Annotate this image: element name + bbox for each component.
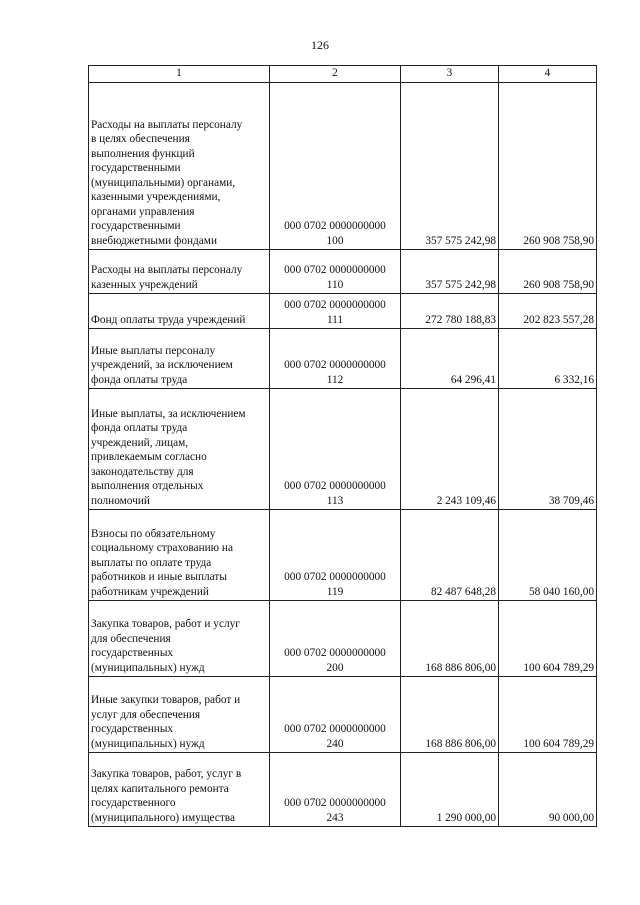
row-value-3: 357 575 242,98 — [401, 83, 499, 250]
table-row — [89, 510, 597, 601]
page-number: 126 — [311, 38, 329, 52]
row-value-4: 58 040 160,00 — [499, 510, 597, 601]
column-header-2: 2 — [270, 66, 401, 83]
row-value-3: 1 290 000,00 — [401, 753, 499, 827]
budget-table — [88, 65, 597, 827]
row-value-3: 168 886 806,00 — [401, 677, 499, 753]
table-row — [89, 329, 597, 389]
row-name: Закупка товаров, работ и услуг для обеспечения государственных (муниципальных) нужд — [89, 601, 270, 677]
row-value-4: 260 908 758,90 — [499, 83, 597, 250]
row-value-3: 2 243 109,46 — [401, 389, 499, 510]
row-name: Взносы по обязательному социальному страхованию на выплаты по оплате труда работников и иные выплаты работникам учреждений — [89, 510, 270, 601]
table-row — [89, 601, 597, 677]
row-value-3: 272 780 188,83 — [401, 294, 499, 329]
row-code: 000 0702 0000000000 111 — [270, 294, 401, 329]
row-value-3: 64 296,41 — [401, 329, 499, 389]
row-name: Иные выплаты персоналу учреждений, за исключением фонда оплаты труда — [89, 329, 270, 389]
column-header-4: 4 — [499, 66, 597, 83]
row-code: 000 0702 0000000000 100 — [270, 83, 401, 250]
row-name: Расходы на выплаты персоналу казенных учреждений — [89, 250, 270, 294]
row-value-4: 100 604 789,29 — [499, 601, 597, 677]
table-row — [89, 389, 597, 510]
table-row — [89, 250, 597, 294]
row-code: 000 0702 0000000000 243 — [270, 753, 401, 827]
row-code: 000 0702 0000000000 200 — [270, 601, 401, 677]
row-value-4: 260 908 758,90 — [499, 250, 597, 294]
row-code: 000 0702 0000000000 240 — [270, 677, 401, 753]
row-code: 000 0702 0000000000 113 — [270, 389, 401, 510]
row-value-4: 202 823 557,28 — [499, 294, 597, 329]
row-value-3: 168 886 806,00 — [401, 601, 499, 677]
row-name: Расходы на выплаты персоналу в целях обеспечения выполнения функций государственными (муниципальными) органами, казенными учреждениями, органами управления государственными внебюджетными фондами — [89, 83, 270, 250]
row-name: Иные закупки товаров, работ и услуг для обеспечения государственных (муниципальных) нужд — [89, 677, 270, 753]
table-row — [89, 753, 597, 827]
column-header-1: 1 — [89, 66, 270, 83]
row-value-3: 357 575 242,98 — [401, 250, 499, 294]
row-code: 000 0702 0000000000 112 — [270, 329, 401, 389]
table-row — [89, 294, 597, 329]
row-code: 000 0702 0000000000 119 — [270, 510, 401, 601]
row-name: Иные выплаты, за исключением фонда оплаты труда учреждений, лицам, привлекаемым согласно законодательству для выполнения отдельных полномочий — [89, 389, 270, 510]
table-header-row — [89, 66, 597, 83]
row-value-4: 38 709,46 — [499, 389, 597, 510]
table-row — [89, 677, 597, 753]
column-header-3: 3 — [401, 66, 499, 83]
table-row — [89, 83, 597, 250]
row-value-4: 100 604 789,29 — [499, 677, 597, 753]
row-value-3: 82 487 648,28 — [401, 510, 499, 601]
row-value-4: 6 332,16 — [499, 329, 597, 389]
row-code: 000 0702 0000000000 110 — [270, 250, 401, 294]
row-name: Закупка товаров, работ, услуг в целях капитального ремонта государственного (муниципального) имущества — [89, 753, 270, 827]
row-name: Фонд оплаты труда учреждений — [89, 294, 270, 329]
row-value-4: 90 000,00 — [499, 753, 597, 827]
